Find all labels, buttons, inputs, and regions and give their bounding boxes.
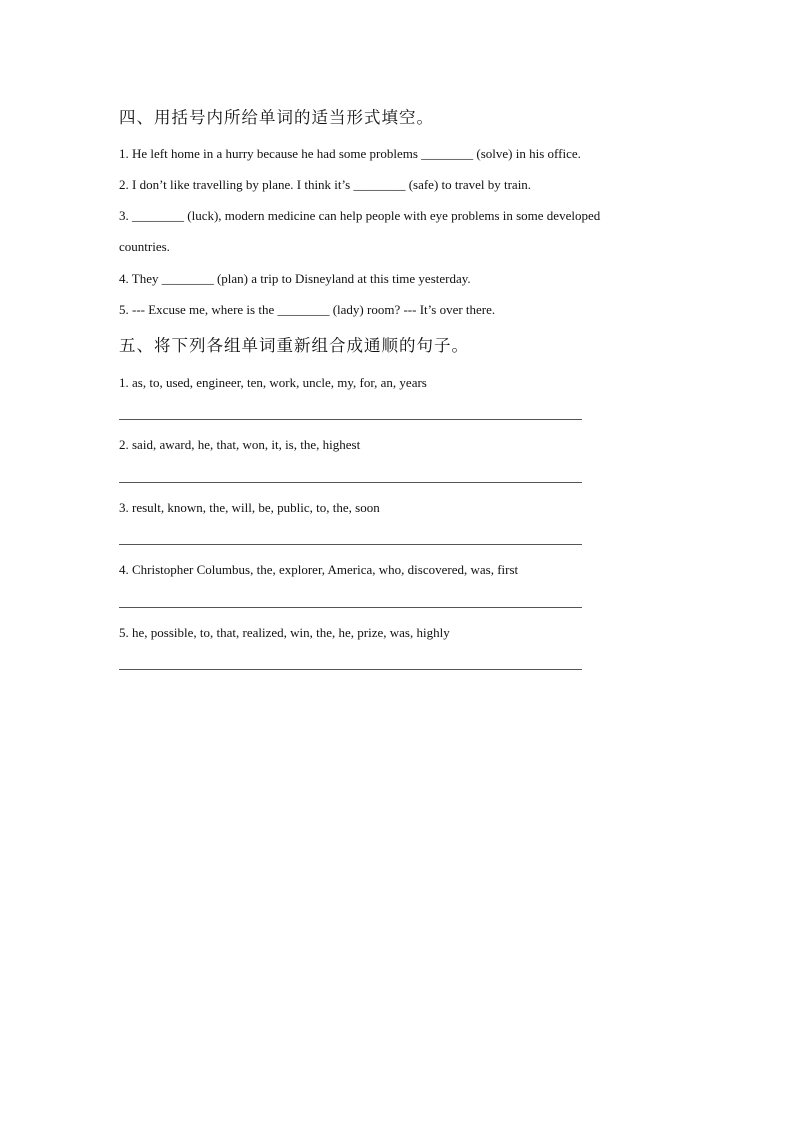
section-4-heading: 四、用括号内所给单词的适当形式填空。 bbox=[119, 108, 434, 127]
section-5-item-1: 1. as, to, used, engineer, ten, work, uncle, my, for, an, years bbox=[119, 375, 427, 390]
section-5-item-4: 4. Christopher Columbus, the, explorer, America, who, discovered, was, first bbox=[119, 562, 519, 577]
section-4-item-3: 3. ________ (luck), modern medicine can help people with eye problems in some developed bbox=[119, 208, 601, 223]
answer-line-3 bbox=[119, 544, 582, 545]
section-5-item-3: 3. result, known, the, will, be, public, to, the, soon bbox=[119, 500, 380, 515]
section-5-item-5: 5. he, possible, to, that, realized, win, the, he, prize, was, highly bbox=[119, 625, 450, 640]
answer-line-4 bbox=[119, 607, 582, 608]
answer-line-2 bbox=[119, 482, 582, 483]
section-5-heading: 五、将下列各组单词重新组合成通顺的句子。 bbox=[119, 336, 469, 355]
answer-line-1 bbox=[119, 419, 582, 420]
section-4-item-2: 2. I don’t like travelling by plane. I think it’s ________ (safe) to travel by train. bbox=[119, 177, 532, 192]
section-4-item-4: 4. They ________ (plan) a trip to Disneyland at this time yesterday. bbox=[119, 271, 471, 286]
section-4-item-5: 5. --- Excuse me, where is the ________ (lady) room? --- It’s over there. bbox=[119, 302, 496, 317]
section-4-item-3-continued: countries. bbox=[119, 239, 170, 254]
section-4-item-1: 1. He left home in a hurry because he had some problems ________ (solve) in his office. bbox=[119, 146, 581, 161]
answer-line-5 bbox=[119, 669, 582, 670]
section-5-item-2: 2. said, award, he, that, won, it, is, the, highest bbox=[119, 437, 361, 452]
